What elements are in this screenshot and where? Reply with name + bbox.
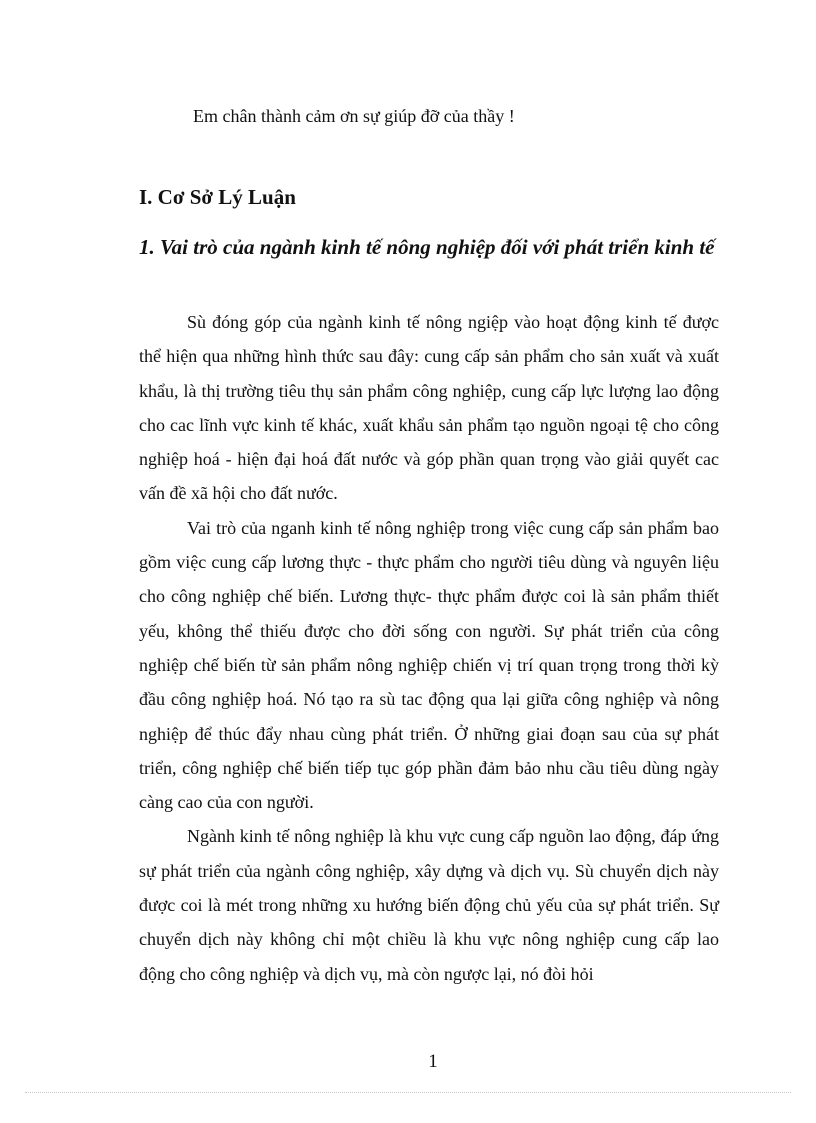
thanks-line: Em chân thành cảm ơn sự giúp đỡ của thầy ! <box>193 106 515 126</box>
body-text <box>139 305 719 991</box>
page-number: 1 <box>428 1051 438 1072</box>
footer-divider <box>25 1092 791 1093</box>
paragraph: Vai trò của nganh kinh tế nông nghiệp trong việc cung cấp sản phẩm bao gồm việc cung cấp lương thực - thực phẩm cho người tiêu dùng và nguyên liệu cho công nghiệp chế biến. Lương thực- thực phẩm được coi là sản phẩm thiết yếu, không thể thiếu được cho đời sống con người. Sự phát triển của công nghiệp chế biến từ sản phẩm nông nghiệp chiến vị trí quan trọng trong thời kỳ đầu công nghiệp hoá. Nó tạo ra sù tac động qua lại giữa công nghiệp và nông nghiệp để thúc đẩy nhau cùng phát triển. Ở những giai đoạn sau của sự phát triển, công nghiệp chế biến tiếp tục góp phần đảm bảo nhu cầu tiêu dùng ngày càng cao của con người. <box>139 517 719 813</box>
paragraph: Sù đóng góp của ngành kinh tế nông ngiệp vào hoạt động kinh tế được thể hiện qua những hình thức sau đây: cung cấp sản phẩm cho sản xuất và xuất khẩu, là thị trường tiêu thụ sản phẩm công nghiệp, cung cấp lực lượng lao động cho cac lĩnh vực kinh tế khác, xuất khẩu sản phẩm tạo nguồn ngoại tệ cho công nghiệp hoá - hiện đại hoá đất nước và góp phần quan trọng vào giải quyết cac vấn đề xã hội cho đất nước. <box>139 312 719 504</box>
section-heading: I. Cơ Sở Lý Luận <box>139 185 296 209</box>
sub-heading: 1. Vai trò của ngành kinh tế nông nghiệp đối với phát triển kinh tế <box>139 235 715 259</box>
paragraph: Ngành kinh tế nông nghiệp là khu vực cung cấp nguồn lao động, đáp ứng sự phát triển của ngành công nghiệp, xây dựng và dịch vụ. Sù chuyển dịch này được coi là mét trong những xu hướng biến động chủ yếu của sự phát triển. Sự chuyển dịch này không chỉ một chiều là khu vực nông nghiệp cung cấp lao động cho công nghiệp và dịch vụ, mà còn ngược lại, nó đòi hỏi <box>139 826 719 984</box>
